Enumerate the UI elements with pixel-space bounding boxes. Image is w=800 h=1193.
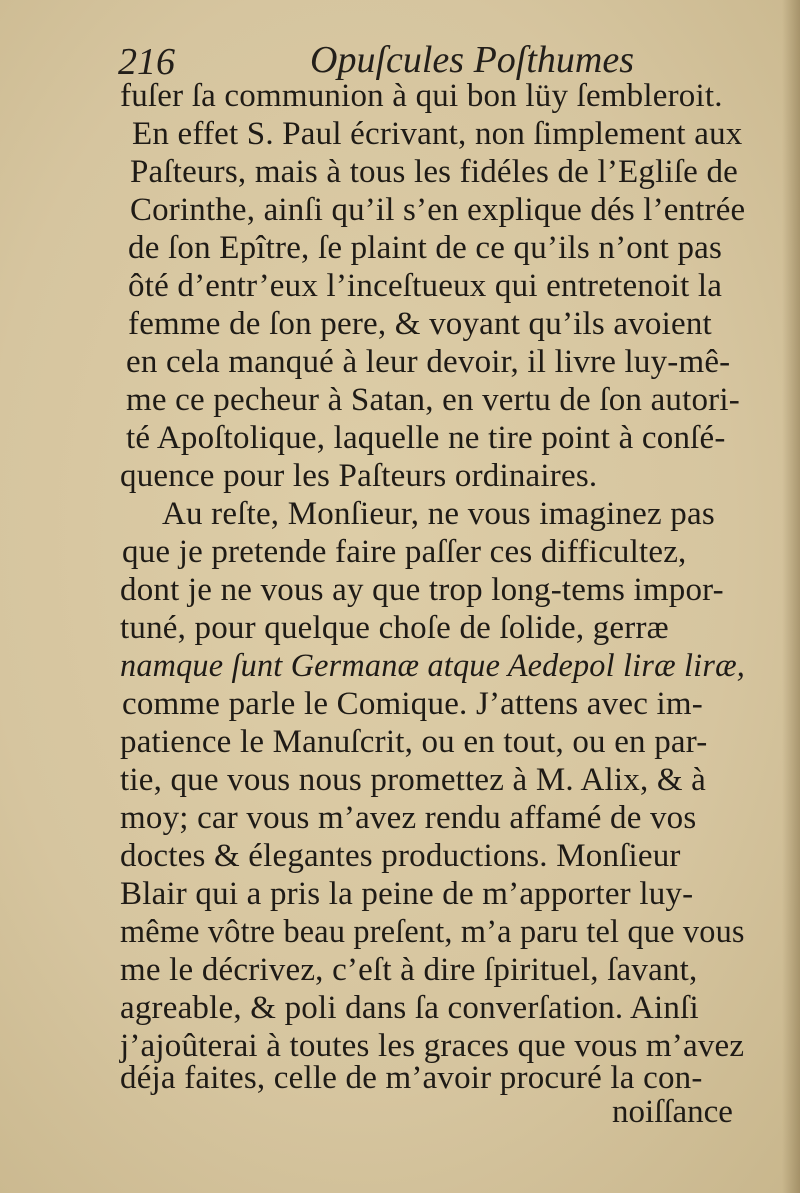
text-line: me ce pecheur à Satan, en vertu de ſon autori- (126, 382, 740, 418)
page-number: 216 (118, 41, 175, 83)
text-line: me le décrivez, c’eſt à dire ſpirituel, ſavant, (120, 952, 698, 988)
text-line: que je pretende faire paſſer ces difficultez, (122, 534, 687, 570)
text-line-italic: namque ſunt Germanæ atque Aedepol liræ liræ, (120, 648, 746, 684)
text-line: patience le Manuſcrit, ou en tout, ou en par- (120, 724, 708, 760)
text-line: ôté d’entr’eux l’inceſtueux qui entretenoit la (128, 268, 723, 304)
page-edge-shadow (782, 0, 800, 1193)
text-line: agreable, & poli dans ſa converſation. Ainſi (120, 990, 699, 1026)
text-line: Au reſte, Monſieur, ne vous imaginez pas (162, 496, 715, 532)
text-line: comme parle le Comique. J’attens avec im- (122, 686, 703, 722)
text-line: déja faites, celle de m’avoir procuré la con- (120, 1060, 703, 1096)
text-line: doctes & élegantes productions. Monſieur (120, 838, 681, 874)
text-line: femme de ſon pere, & voyant qu’ils avoient (128, 306, 712, 342)
text-line: tie, que vous nous promettez à M. Alix, & à (120, 762, 707, 798)
text-line: dont je ne vous ay que trop long-tems impor- (120, 572, 724, 608)
text-line: En effet S. Paul écrivant, non ſimplement aux (132, 116, 743, 152)
text-line: Paſteurs, mais à tous les fidéles de l’Egliſe de (130, 154, 739, 190)
text-line: en cela manqué à leur devoir, il livre luy-mê- (126, 344, 731, 380)
text-line: de ſon Epître, ſe plaint de ce qu’ils n’ont pas (128, 230, 723, 266)
text-line: fuſer ſa communion à qui bon lüy ſembleroit. (120, 78, 723, 114)
text-line: quence pour les Paſteurs ordinaires. (120, 458, 598, 494)
text-line: Blair qui a pris la peine de m’apporter luy- (120, 876, 694, 912)
catchword: noiſſance (612, 1094, 733, 1130)
running-head: Opuſcules Poſthumes (310, 39, 635, 81)
text-line: Corinthe, ainſi qu’il s’en explique dés l’entrée (130, 192, 746, 228)
text-line: tuné, pour quelque choſe de ſolide, gerræ (120, 610, 669, 646)
text-line: té Apoſtolique, laquelle ne tire point à conſé- (126, 420, 726, 456)
text-line: même vôtre beau preſent, m’a paru tel que vous (120, 914, 745, 950)
text-line: j’ajoûterai à toutes les graces que vous m’avez (120, 1028, 745, 1064)
text-line: moy; car vous m’avez rendu affamé de vos (120, 800, 697, 836)
